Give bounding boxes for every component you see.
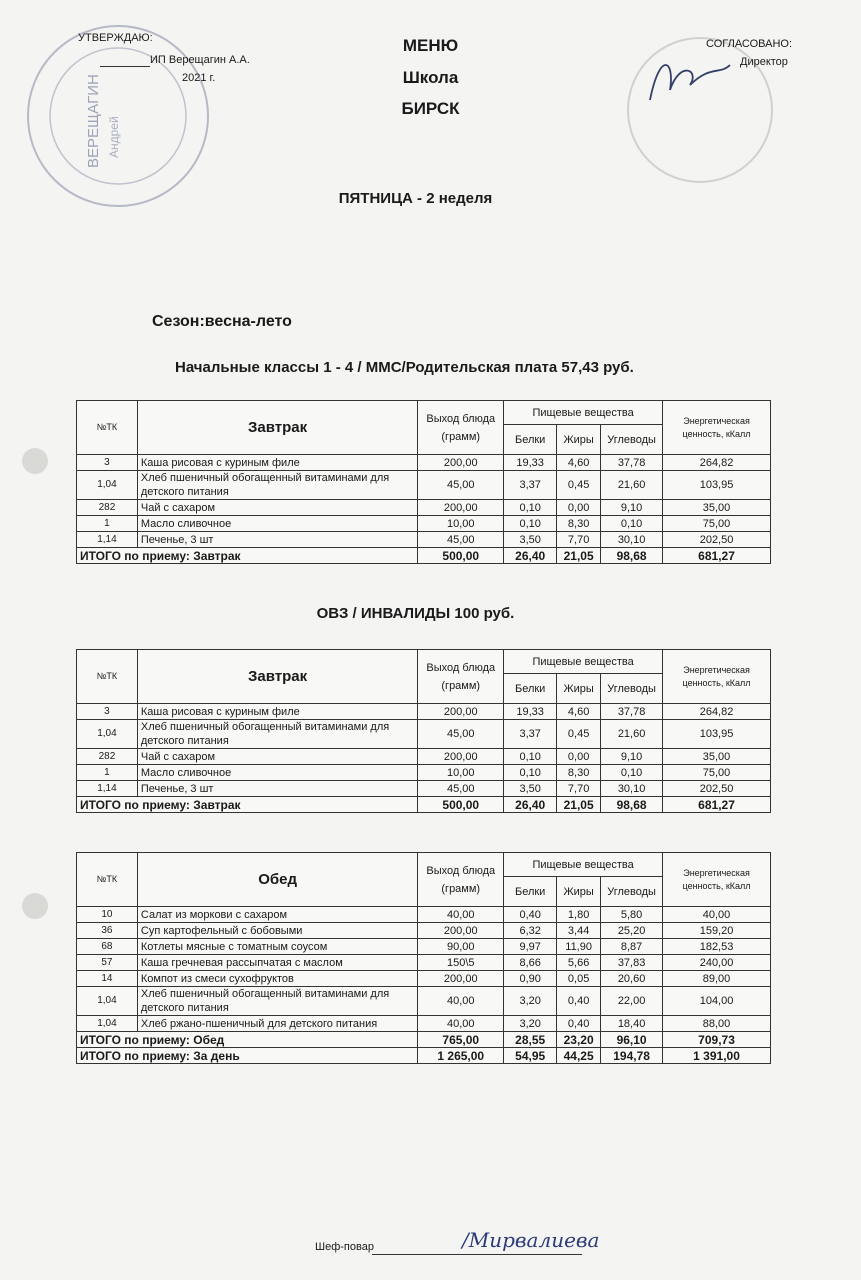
table-row [77, 955, 771, 971]
cell-carbs: 5,80 [601, 907, 663, 923]
total-yield: 500,00 [418, 548, 504, 564]
table-header-row [77, 401, 771, 425]
col-tk: №ТК [77, 650, 138, 704]
cell-fat: 0,45 [557, 471, 601, 500]
col-carbs: Углеводы [601, 674, 663, 704]
cell-fat: 0,00 [557, 749, 601, 765]
table-header-row [77, 650, 771, 674]
cell-dish: Каша гречневая рассыпчатая с маслом [137, 955, 417, 971]
cell-carbs: 8,87 [601, 939, 663, 955]
total-label: ИТОГО по приему: Обед [77, 1032, 418, 1048]
cell-tk: 68 [77, 939, 138, 955]
cell-yield: 10,00 [418, 516, 504, 532]
lunch-table-ovz [76, 852, 771, 1064]
table-row [77, 987, 771, 1016]
col-protein: Белки [504, 877, 557, 907]
cell-energy: 104,00 [663, 987, 771, 1016]
table-row [77, 781, 771, 797]
cell-tk: 1,04 [77, 1016, 138, 1032]
table-row [77, 704, 771, 720]
cell-energy: 264,82 [663, 455, 771, 471]
cell-carbs: 0,10 [601, 516, 663, 532]
table-row [77, 1016, 771, 1032]
cell-tk: 1,14 [77, 532, 138, 548]
col-tk: №ТК [77, 401, 138, 455]
cell-protein: 0,10 [504, 516, 557, 532]
cell-yield: 45,00 [418, 781, 504, 797]
col-fat: Жиры [557, 425, 601, 455]
cell-tk: 57 [77, 955, 138, 971]
cell-protein: 19,33 [504, 704, 557, 720]
menu-title: МЕНЮ [402, 36, 459, 55]
col-nutrients: Пищевые вещества [504, 401, 663, 425]
cell-protein: 3,50 [504, 532, 557, 548]
total-row [77, 548, 771, 564]
cell-dish: Компот из смеси сухофруктов [137, 971, 417, 987]
cell-carbs: 37,83 [601, 955, 663, 971]
col-carbs: Углеводы [601, 877, 663, 907]
table-row [77, 939, 771, 955]
total-row [77, 1048, 771, 1064]
cell-tk: 1 [77, 765, 138, 781]
cell-fat: 4,60 [557, 455, 601, 471]
cell-yield: 10,00 [418, 765, 504, 781]
table-row [77, 923, 771, 939]
cell-carbs: 18,40 [601, 1016, 663, 1032]
cell-yield: 200,00 [418, 704, 504, 720]
cell-carbs: 25,20 [601, 923, 663, 939]
cell-fat: 4,60 [557, 704, 601, 720]
col-protein: Белки [504, 425, 557, 455]
cell-fat: 0,45 [557, 720, 601, 749]
cell-fat: 0,05 [557, 971, 601, 987]
cell-dish: Хлеб пшеничный обогащенный витаминами для детского питания [137, 471, 417, 500]
cell-tk: 3 [77, 704, 138, 720]
approver-name: ИП Верещагин А.А. [150, 54, 250, 66]
cell-tk: 282 [77, 749, 138, 765]
cell-carbs: 0,10 [601, 765, 663, 781]
cell-protein: 0,10 [504, 500, 557, 516]
chef-label: Шеф-повар [315, 1241, 374, 1253]
total-yield: 1 265,00 [418, 1048, 504, 1064]
col-energy: Энергетическая ценность, кКалл [663, 853, 771, 907]
cell-protein: 3,37 [504, 471, 557, 500]
cell-protein: 9,97 [504, 939, 557, 955]
total-row [77, 797, 771, 813]
cell-energy: 202,50 [663, 532, 771, 548]
total-yield: 765,00 [418, 1032, 504, 1048]
total-fat: 21,05 [557, 548, 601, 564]
total-carbs: 98,68 [601, 548, 663, 564]
cell-dish: Чай с сахаром [137, 749, 417, 765]
total-label: ИТОГО по приему: За день [77, 1048, 418, 1064]
cell-yield: 45,00 [418, 532, 504, 548]
total-carbs: 96,10 [601, 1032, 663, 1048]
total-protein: 26,40 [504, 797, 557, 813]
cell-yield: 40,00 [418, 1016, 504, 1032]
cell-tk: 1,14 [77, 781, 138, 797]
cell-tk: 10 [77, 907, 138, 923]
total-fat: 21,05 [557, 797, 601, 813]
cell-tk: 1,04 [77, 720, 138, 749]
cell-yield: 200,00 [418, 455, 504, 471]
cell-carbs: 37,78 [601, 455, 663, 471]
approve-label: УТВЕРЖДАЮ: [78, 32, 153, 44]
chef-signature: /Мирвалиева [462, 1228, 600, 1252]
cell-yield: 200,00 [418, 971, 504, 987]
col-meal: Завтрак [137, 650, 417, 704]
cell-tk: 1,04 [77, 987, 138, 1016]
cell-tk: 36 [77, 923, 138, 939]
total-protein: 28,55 [504, 1032, 557, 1048]
col-protein: Белки [504, 674, 557, 704]
cell-fat: 0,00 [557, 500, 601, 516]
cell-protein: 19,33 [504, 455, 557, 471]
cell-protein: 3,50 [504, 781, 557, 797]
approve-year: 2021 г. [182, 72, 216, 84]
cell-energy: 35,00 [663, 500, 771, 516]
breakfast-table-primary [76, 400, 771, 564]
cell-fat: 1,80 [557, 907, 601, 923]
cell-energy: 103,95 [663, 720, 771, 749]
cell-yield: 200,00 [418, 500, 504, 516]
cell-carbs: 9,10 [601, 500, 663, 516]
cell-dish: Хлеб ржано-пшеничный для детского питания [137, 1016, 417, 1032]
cell-fat: 7,70 [557, 781, 601, 797]
cell-protein: 3,20 [504, 1016, 557, 1032]
chef-signature-line [372, 1254, 582, 1255]
city-label: БИРСК [401, 99, 460, 118]
cell-tk: 1 [77, 516, 138, 532]
cell-yield: 45,00 [418, 471, 504, 500]
total-energy: 709,73 [663, 1032, 771, 1048]
season-label: Сезон:весна-лето [152, 313, 292, 330]
cell-energy: 89,00 [663, 971, 771, 987]
table-row [77, 471, 771, 500]
cell-dish: Печенье, 3 шт [137, 532, 417, 548]
cell-carbs: 20,60 [601, 971, 663, 987]
total-carbs: 98,68 [601, 797, 663, 813]
cell-dish: Каша рисовая с куриным филе [137, 704, 417, 720]
cell-energy: 159,20 [663, 923, 771, 939]
cell-carbs: 37,78 [601, 704, 663, 720]
cell-dish: Салат из моркови с сахаром [137, 907, 417, 923]
table-row [77, 765, 771, 781]
total-yield: 500,00 [418, 797, 504, 813]
cell-fat: 11,90 [557, 939, 601, 955]
col-fat: Жиры [557, 674, 601, 704]
cell-fat: 8,30 [557, 516, 601, 532]
col-yield: Выход блюда (грамм) [418, 650, 504, 704]
cell-carbs: 21,60 [601, 471, 663, 500]
group1-title: Начальные классы 1 - 4 / ММС/Родительская плата 57,43 руб. [175, 359, 634, 376]
cell-yield: 40,00 [418, 987, 504, 1016]
table-row [77, 971, 771, 987]
cell-dish: Хлеб пшеничный обогащенный витаминами для детского питания [137, 720, 417, 749]
col-energy: Энергетическая ценность, кКалл [663, 650, 771, 704]
cell-dish: Масло сливочное [137, 765, 417, 781]
cell-carbs: 22,00 [601, 987, 663, 1016]
total-protein: 26,40 [504, 548, 557, 564]
total-fat: 44,25 [557, 1048, 601, 1064]
school-label: Школа [402, 68, 459, 87]
agreed-label: СОГЛАСОВАНО: [706, 38, 793, 50]
cell-dish: Суп картофельный с бобовыми [137, 923, 417, 939]
cell-yield: 150\5 [418, 955, 504, 971]
cell-protein: 0,40 [504, 907, 557, 923]
cell-dish: Печенье, 3 шт [137, 781, 417, 797]
total-protein: 54,95 [504, 1048, 557, 1064]
table-header-row [77, 853, 771, 877]
col-fat: Жиры [557, 877, 601, 907]
punch-hole [22, 893, 48, 919]
table-row [77, 532, 771, 548]
table-row [77, 455, 771, 471]
svg-text:ВЕРЕЩАГИН: ВЕРЕЩАГИН [85, 74, 102, 168]
cell-energy: 240,00 [663, 955, 771, 971]
table-row [77, 749, 771, 765]
col-carbs: Углеводы [601, 425, 663, 455]
cell-carbs: 30,10 [601, 532, 663, 548]
cell-protein: 6,32 [504, 923, 557, 939]
cell-energy: 75,00 [663, 516, 771, 532]
total-energy: 681,27 [663, 797, 771, 813]
cell-fat: 7,70 [557, 532, 601, 548]
col-nutrients: Пищевые вещества [504, 650, 663, 674]
cell-energy: 75,00 [663, 765, 771, 781]
total-energy: 1 391,00 [663, 1048, 771, 1064]
svg-text:Андрей: Андрей [107, 116, 121, 158]
cell-dish: Чай с сахаром [137, 500, 417, 516]
cell-carbs: 30,10 [601, 781, 663, 797]
table-row [77, 500, 771, 516]
col-nutrients: Пищевые вещества [504, 853, 663, 877]
col-meal: Завтрак [137, 401, 417, 455]
punch-hole [22, 448, 48, 474]
table-row [77, 516, 771, 532]
cell-protein: 0,10 [504, 765, 557, 781]
col-tk: №ТК [77, 853, 138, 907]
cell-tk: 3 [77, 455, 138, 471]
col-energy: Энергетическая ценность, кКалл [663, 401, 771, 455]
group2-title: ОВЗ / ИНВАЛИДЫ 100 руб. [316, 605, 515, 622]
cell-protein: 0,90 [504, 971, 557, 987]
total-label: ИТОГО по приему: Завтрак [77, 797, 418, 813]
cell-energy: 40,00 [663, 907, 771, 923]
cell-protein: 8,66 [504, 955, 557, 971]
total-label: ИТОГО по приему: Завтрак [77, 548, 418, 564]
cell-tk: 1,04 [77, 471, 138, 500]
cell-tk: 14 [77, 971, 138, 987]
cell-fat: 3,44 [557, 923, 601, 939]
cell-energy: 103,95 [663, 471, 771, 500]
col-yield: Выход блюда (грамм) [418, 853, 504, 907]
day-title: ПЯТНИЦА - 2 неделя [338, 190, 493, 207]
cell-fat: 5,66 [557, 955, 601, 971]
cell-dish: Масло сливочное [137, 516, 417, 532]
cell-fat: 0,40 [557, 987, 601, 1016]
cell-protein: 0,10 [504, 749, 557, 765]
total-energy: 681,27 [663, 548, 771, 564]
cell-yield: 45,00 [418, 720, 504, 749]
cell-energy: 88,00 [663, 1016, 771, 1032]
cell-energy: 202,50 [663, 781, 771, 797]
cell-tk: 282 [77, 500, 138, 516]
table-row [77, 907, 771, 923]
total-carbs: 194,78 [601, 1048, 663, 1064]
cell-dish: Хлеб пшеничный обогащенный витаминами для детского питания [137, 987, 417, 1016]
cell-energy: 182,53 [663, 939, 771, 955]
cell-protein: 3,20 [504, 987, 557, 1016]
cell-protein: 3,37 [504, 720, 557, 749]
total-fat: 23,20 [557, 1032, 601, 1048]
cell-dish: Каша рисовая с куриным филе [137, 455, 417, 471]
cell-yield: 90,00 [418, 939, 504, 955]
director-label: Директор [740, 56, 788, 68]
total-row [77, 1032, 771, 1048]
cell-yield: 200,00 [418, 749, 504, 765]
cell-carbs: 21,60 [601, 720, 663, 749]
col-meal: Обед [137, 853, 417, 907]
cell-yield: 200,00 [418, 923, 504, 939]
col-yield: Выход блюда (грамм) [418, 401, 504, 455]
signature-line [100, 66, 150, 67]
cell-fat: 8,30 [557, 765, 601, 781]
cell-carbs: 9,10 [601, 749, 663, 765]
cell-energy: 35,00 [663, 749, 771, 765]
breakfast-table-ovz [76, 649, 771, 813]
table-row [77, 720, 771, 749]
cell-dish: Котлеты мясные с томатным соусом [137, 939, 417, 955]
cell-energy: 264,82 [663, 704, 771, 720]
cell-fat: 0,40 [557, 1016, 601, 1032]
cell-yield: 40,00 [418, 907, 504, 923]
